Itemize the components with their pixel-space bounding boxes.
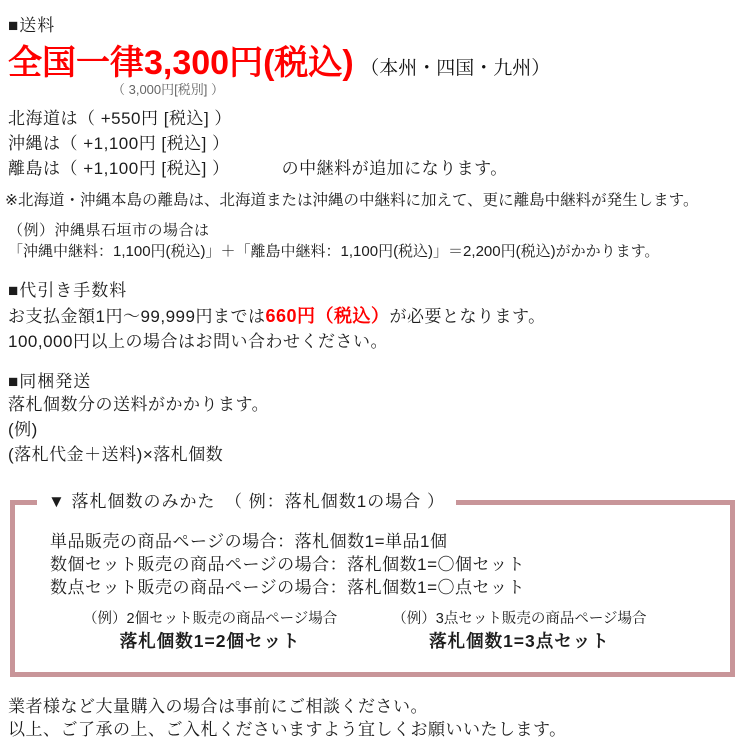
bundled-line3: (落札代金＋送料)×落札個数: [8, 445, 224, 464]
quantity-examples: [83, 609, 730, 654]
shipping-section: [5, 16, 750, 263]
quantity-example-left-result: 落札個数1=2個セット: [119, 631, 301, 651]
bundled-line1: 落札個数分の送料がかかります。: [8, 395, 270, 414]
shipping-price-excl-tax: （ 3,000円[税別] ）: [112, 82, 224, 97]
cod-fee-section: [8, 281, 750, 354]
quantity-box-legend: ▼ 落札個数のみかた （ 例：落札個数1の場合 ）: [37, 491, 456, 513]
quantity-explanation-box: [10, 492, 735, 677]
cod-fee-heading: ■代引き手数料: [8, 281, 128, 300]
quantity-example-right-caption: （例）3点セット販売の商品ページ場合: [392, 611, 647, 627]
footer-notes: [8, 695, 750, 741]
quantity-example-right: [392, 609, 646, 654]
shipping-region-note: （本州・四国・九州）: [360, 58, 551, 79]
quantity-example-left: [83, 609, 337, 654]
surcharge-example-intro: （例）沖縄県石垣市の場合は: [8, 222, 210, 239]
shipping-price-row: [8, 44, 750, 82]
surcharge-okinawa: 沖縄は（ +1,100円 [税込] ）: [8, 134, 230, 153]
bundled-shipping-section: [8, 372, 750, 466]
cod-fee-amount: 660円（税込）: [265, 306, 390, 326]
footer-line2: 以上、ご了承の上、ご入札くださいますよう宜しくお願いいたします。: [8, 720, 567, 739]
quantity-rule-item-set: 数点セット販売の商品ページの場合：落札個数1=〇点セット: [50, 578, 526, 597]
surcharge-example-detail: 「沖縄中継料：1,100円(税込)」＋「離島中継料：1,100円(税込)」＝2,200円(税込)がかかります。: [8, 243, 660, 260]
cod-fee-line1: お支払金額1円～99,999円までは660円（税込）が必要となります。: [8, 306, 546, 326]
remote-island-note: ※北海道・沖縄本島の離島は、北海道または沖縄の中継料に加えて、更に離島中継料が発生します。: [5, 192, 699, 209]
shipping-heading: ■送料: [8, 16, 56, 35]
quantity-example-left-caption: （例）2個セット販売の商品ページ場合: [83, 611, 338, 627]
bundled-heading: ■同梱発送: [8, 372, 92, 391]
surcharge-hokkaido: 北海道は（ +550円 [税込] ）: [8, 109, 232, 128]
cod-fee-line2: 100,000円以上の場合はお問い合わせください。: [8, 332, 388, 351]
surcharge-remote-islands: 離島は（ +1,100円 [税込] ） の中継料が追加になります。: [8, 159, 508, 178]
quantity-example-right-result: 落札個数1=3点セット: [429, 631, 610, 651]
bundled-line2: (例): [8, 420, 38, 439]
quantity-rule-single: 単品販売の商品ページの場合：落札個数1=単品1個: [50, 532, 448, 551]
footer-line1: 業者様など大量購入の場合は事前にご相談ください。: [8, 697, 428, 716]
shipping-price: 全国一律3,300円(税込): [8, 44, 354, 82]
quantity-rule-piece-set: 数個セット販売の商品ページの場合：落札個数1=〇個セット: [50, 555, 526, 574]
surcharge-suffix: の中継料が追加になります。: [281, 159, 508, 178]
shipping-surcharges: [8, 106, 750, 181]
